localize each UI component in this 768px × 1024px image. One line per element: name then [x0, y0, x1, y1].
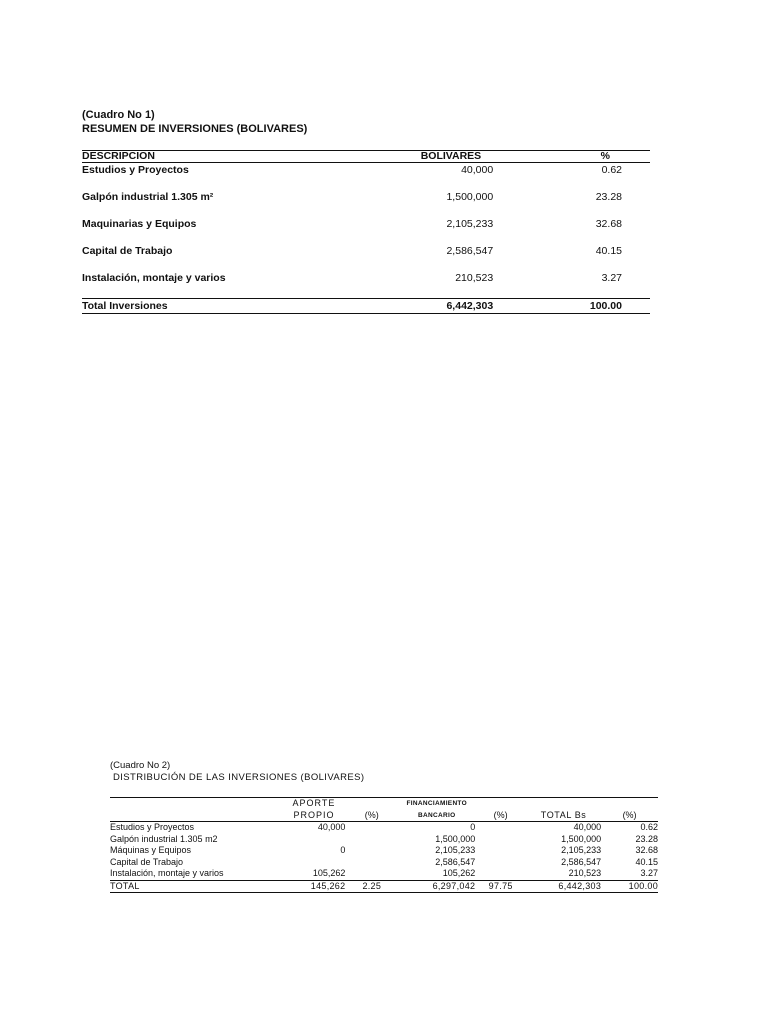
col-header-blank: [110, 798, 283, 810]
row-total: 2,586,547: [561, 856, 602, 867]
col-header-financiamiento: FINANCIAMIENTO: [398, 798, 475, 810]
investment-distribution-table: [110, 797, 658, 893]
row-pct-c: 23.28: [635, 833, 658, 844]
row-desc: Estudios y Proyectos: [82, 164, 189, 176]
row-pct: 32.68: [595, 218, 622, 230]
col-header-descripcion: DESCRIPCION: [82, 151, 375, 163]
row-total: 1,500,000: [561, 833, 602, 844]
row-pct-c: 32.68: [635, 845, 658, 856]
table-row: [110, 822, 658, 834]
table-row: [82, 163, 650, 191]
total-desc: TOTAL: [110, 880, 283, 893]
row-aporte: 105,262: [312, 868, 346, 879]
row-aporte: [283, 857, 346, 869]
table-header-row: [110, 810, 658, 822]
total-pct: 100.00: [493, 299, 650, 314]
table-row: [82, 244, 650, 271]
row-financiamiento: 1,500,000: [435, 833, 476, 844]
row-desc: Máquinas y Equipos: [110, 845, 192, 856]
row-pct-b: [475, 834, 526, 846]
row-desc: Capital de Trabajo: [110, 856, 184, 867]
row-financiamiento: 2,105,233: [435, 845, 476, 856]
table-row: [82, 271, 650, 299]
row-pct-a: [345, 868, 398, 880]
table-row: [82, 217, 650, 244]
row-pct-b: [475, 845, 526, 857]
total-financiamiento: 6,297,042: [398, 880, 475, 893]
total-pct-a: 2.25: [345, 880, 398, 893]
col-header-total: TOTAL Bs: [526, 810, 601, 822]
col-header-bolivares: BOLIVARES: [375, 151, 493, 163]
investment-summary-table: [82, 150, 650, 314]
row-pct: 23.28: [595, 191, 622, 203]
total-row: [110, 880, 658, 893]
row-pct-b: [475, 868, 526, 880]
row-pct-c: 3.27: [640, 868, 658, 879]
row-pct-a: [345, 845, 398, 857]
row-desc: Instalación, montaje y varios: [110, 868, 224, 879]
cuadro-2-caption: (Cuadro No 2): [110, 760, 171, 771]
col-header-blank: [526, 798, 601, 810]
total-pct-b: 97.75: [475, 880, 526, 893]
row-desc: Galpón industrial 1.305 m2: [110, 833, 218, 844]
col-header-bancario: BANCARIO: [398, 810, 475, 822]
col-header-pct-c: (%): [601, 810, 658, 822]
row-aporte: [283, 834, 346, 846]
row-pct-b: [475, 822, 526, 834]
cuadro-2: [110, 760, 658, 893]
total-total: 6,442,303: [526, 880, 601, 893]
row-pct-b: [475, 857, 526, 869]
total-bolivares: 6,442,303: [375, 299, 493, 314]
col-header-pct: %: [493, 151, 650, 163]
table-row: [110, 834, 658, 846]
cuadro-2-title: DISTRIBUCIÓN DE LAS INVERSIONES (BOLIVARES): [113, 772, 365, 783]
row-pct-a: [345, 822, 398, 834]
cuadro-1: [82, 108, 650, 314]
total-row: [82, 299, 650, 314]
total-aporte: 145,262: [283, 880, 346, 893]
table-header-row: [82, 151, 650, 163]
row-financiamiento: 105,262: [442, 868, 476, 879]
col-header-blank: [345, 798, 398, 810]
col-header-pct-a: (%): [345, 810, 398, 822]
table-row: [110, 868, 658, 880]
row-total: 40,000: [573, 822, 602, 833]
row-pct: 0.62: [601, 164, 622, 176]
row-desc: Galpón industrial 1.305 m²: [82, 191, 214, 203]
table-row: [110, 857, 658, 869]
table-row: [82, 190, 650, 217]
col-header-blank: [475, 798, 526, 810]
col-header-blank: [601, 798, 658, 810]
row-bolivares: 2,105,233: [446, 218, 494, 230]
row-total: 2,105,233: [561, 845, 602, 856]
row-financiamiento: 0: [470, 822, 476, 833]
row-aporte: 0: [340, 845, 346, 856]
row-desc: Estudios y Proyectos: [110, 822, 195, 833]
row-desc: Capital de Trabajo: [82, 245, 173, 257]
row-bolivares: 210,523: [455, 272, 494, 284]
row-aporte: 40,000: [317, 822, 346, 833]
row-pct-c: 40.15: [635, 856, 658, 867]
col-header-pct-b: (%): [475, 810, 526, 822]
row-pct-c: 0.62: [640, 822, 658, 833]
row-desc: Instalación, montaje y varios: [82, 272, 226, 284]
row-pct-a: [345, 857, 398, 869]
cuadro-1-caption: (Cuadro No 1): [82, 109, 155, 121]
col-header-propio: PROPIO: [283, 810, 346, 822]
row-pct: 40.15: [595, 245, 622, 257]
row-total: 210,523: [568, 868, 602, 879]
total-pct-c: 100.00: [601, 880, 658, 893]
row-pct-a: [345, 834, 398, 846]
row-pct: 3.27: [601, 272, 622, 284]
total-desc: Total Inversiones: [82, 299, 375, 314]
row-desc: Maquinarias y Equipos: [82, 218, 197, 230]
cuadro-1-title: RESUMEN DE INVERSIONES (BOLIVARES): [82, 123, 308, 135]
row-bolivares: 1,500,000: [446, 191, 494, 203]
table-row: [110, 845, 658, 857]
row-bolivares: 40,000: [461, 164, 494, 176]
col-header-aporte: APORTE: [283, 798, 346, 810]
table-header-row: [110, 798, 658, 810]
col-header-blank: [110, 810, 283, 822]
row-bolivares: 2,586,547: [446, 245, 494, 257]
row-financiamiento: 2,586,547: [435, 856, 476, 867]
